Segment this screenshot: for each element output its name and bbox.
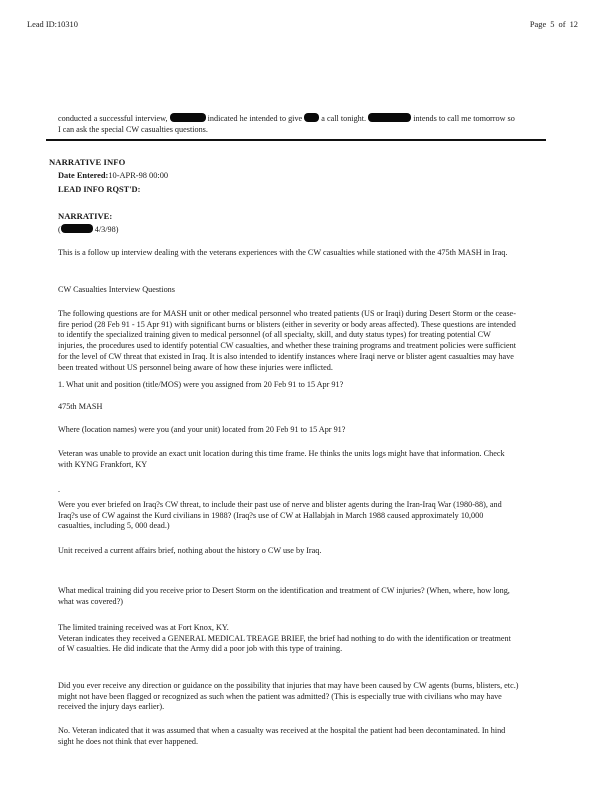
section-divider — [46, 139, 546, 141]
date-entered-value: 10-APR-98 00:00 — [108, 171, 169, 180]
narrative-paragraph: CW Casualties Interview Questions — [58, 285, 175, 294]
top-paragraph-text-1: conducted a successful interview, — [58, 114, 170, 123]
top-paragraph-text-3: a call tonight. — [319, 114, 369, 123]
narrative-paragraph: This is a follow up interview dealing with the veterans experiences with the CW casualties while stationed with the 475th MASH in Iraq. — [58, 248, 508, 257]
question-paragraph: What medical training did you receive prior to Desert Storm on the identification and treatment of CW injuries? (When, where, how long, what was covered?) — [58, 586, 510, 606]
question-paragraph: 1. What unit and position (title/MOS) were you assigned from 20 Feb 91 to 15 Apr 91? — [58, 380, 344, 389]
redaction-block — [368, 113, 411, 122]
question-paragraph: Were you ever briefed on Iraq?s CW threat, to include their past use of nerve and blister agents during the Iran-Iraq War (1980-88), and Iraq?s use of CW against the Kurd civilians in 1988? (Iraq?s use of CW at Hallabjah in March 1988 caused approximately 10,000 casualties, including 5, 000 dead.) — [58, 500, 502, 531]
narrative-date — [58, 224, 118, 234]
date-entered-label: Date Entered: — [58, 171, 109, 180]
lead-info-label: LEAD INFO RQST'D: — [58, 185, 141, 194]
narrative-date-open: ( — [58, 225, 61, 234]
question-paragraph: Did you ever receive any direction or guidance on the possibility that injuries that may have been caused by CW agents (burns, blisters, etc.) might not have been flagged or recognized as such when the patient was admitted? (This is especially true with civilians who may have received the injury days earlier). — [58, 681, 519, 712]
top-paragraph-text-4: intends to call me tomorrow so I can ask the special CW casualties questions. — [58, 114, 515, 134]
redaction-block — [170, 113, 206, 122]
narrative-date-value: 4/3/98) — [92, 225, 119, 234]
answer-paragraph: 475th MASH — [58, 402, 103, 411]
answer-paragraph — [58, 623, 519, 655]
page-header — [27, 20, 578, 29]
redaction-block — [304, 113, 319, 122]
question-paragraph: Where (location names) were you (and your unit) located from 20 Feb 91 to 15 Apr 91? — [58, 425, 346, 434]
top-paragraph-text-2: indicated he intended to give — [205, 114, 305, 123]
answer-line-1: The limited training received was at Fort Knox, KY. — [58, 623, 229, 632]
top-paragraph — [58, 113, 519, 135]
answer-paragraph: Veteran was unable to provide an exact unit location during this time frame. He thinks the units logs might have that information. Check with KYNG Frankfort, KY — [58, 449, 505, 469]
page-number: Page 5 of 12 — [529, 20, 578, 29]
stray-mark: . — [58, 485, 60, 494]
lead-id: Lead ID:10310 — [27, 20, 78, 29]
date-entered-line — [58, 171, 168, 180]
answer-paragraph: Unit received a current affairs brief, nothing about the history o CW use by Iraq. — [58, 546, 322, 555]
narrative-paragraph: The following questions are for MASH unit or other medical personnel who treated patients (US or Iraqi) during Desert Storm or the cease-fire period (28 Feb 91 - 15 Apr 91) with significant burns or blisters (either in severity or body areas affected). These questions are intended to identify the specialized training given to medical personnel (of all specialty, skill, and duty status types) for treating potential CW injuries, the procedures used to identify potential CW casualties, and whether these training programs and treatment policies were sufficient for the level of CW threat that existed in Iraq. It is also intended to identify instances where Iraqi nerve or blister agent casualties may have been treated without US personnel being aware of how these injuries were inflicted. — [58, 309, 517, 372]
redaction-block — [61, 224, 93, 233]
answer-paragraph: No. Veteran indicated that it was assumed that when a casualty was received at the hospital the patient had been decontaminated. In hind sight he does not think that ever happened. — [58, 726, 506, 746]
answer-line-2: Veteran indicates they received a GENERAL MEDICAL TREAGE BRIEF, the brief had nothing to do with the identification or treatment of W casualties. He did indicate that the Army did a poor job with this type of training. — [58, 633, 511, 654]
narrative-heading: NARRATIVE: — [58, 211, 113, 221]
narrative-info-title: NARRATIVE INFO — [49, 157, 126, 167]
